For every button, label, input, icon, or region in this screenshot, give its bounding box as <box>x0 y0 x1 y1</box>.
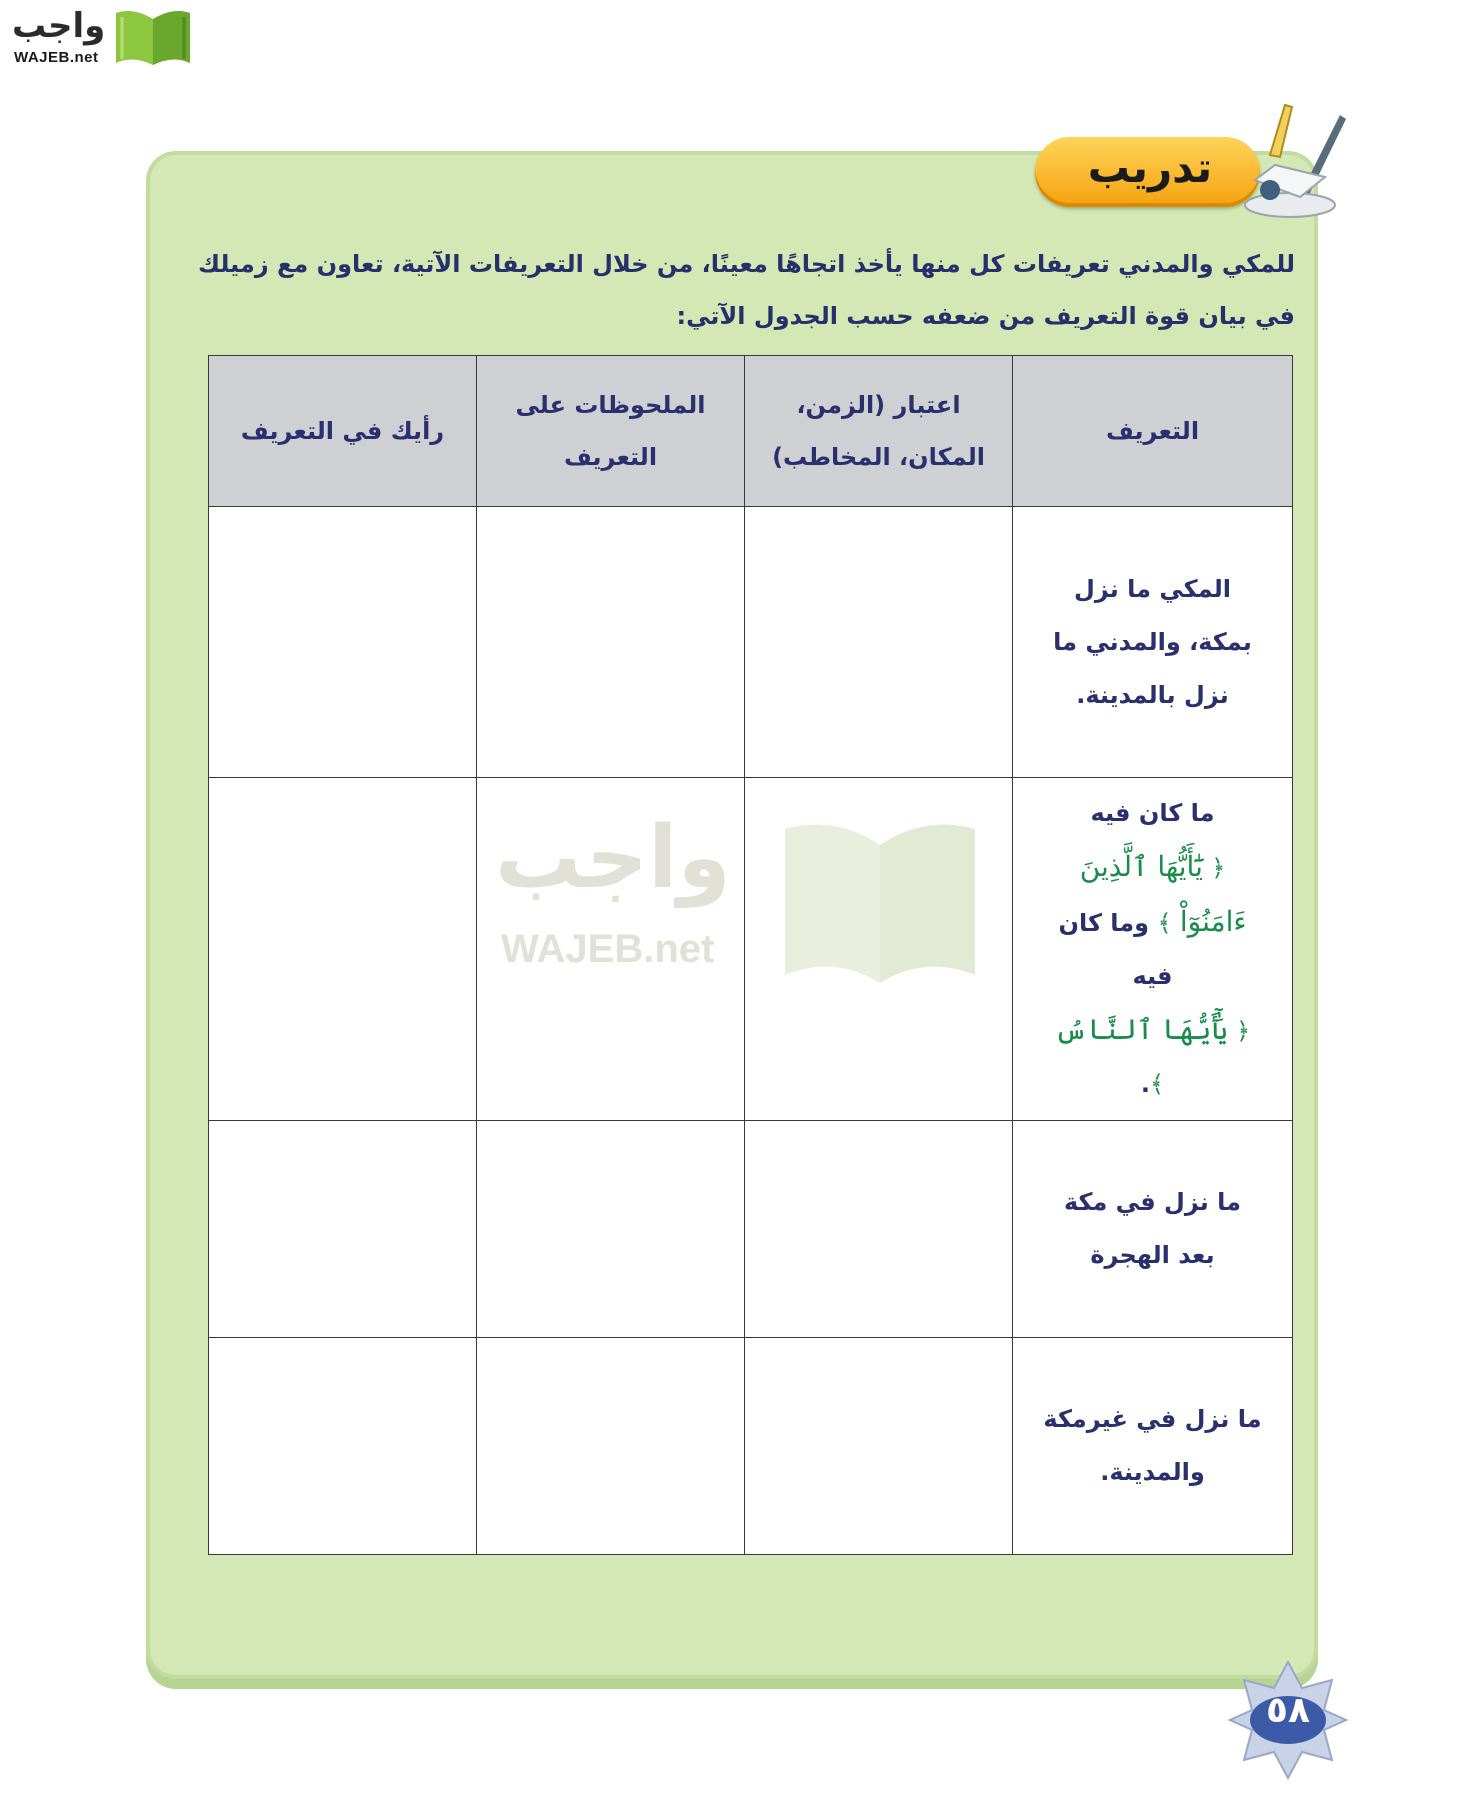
header-opinion: رأيك في التعريف <box>209 356 477 507</box>
ornament-close-icon: ﴾ <box>1157 909 1172 937</box>
notes-cell[interactable] <box>477 1121 745 1338</box>
header-notes: الملحوظات على التعريف <box>477 356 745 507</box>
ornament-close-icon: ﴾ <box>1150 1070 1165 1098</box>
badge-label: تدريب <box>1087 143 1213 192</box>
opinion-cell[interactable] <box>209 1121 477 1338</box>
consideration-cell[interactable] <box>745 507 1013 778</box>
consideration-cell[interactable] <box>745 778 1013 1121</box>
notes-cell[interactable] <box>477 1338 745 1555</box>
notes-cell[interactable] <box>477 507 745 778</box>
definition-cell: ما نزل في مكة بعد الهجرة <box>1013 1121 1293 1338</box>
page-number: ٥٨ <box>1266 1690 1310 1731</box>
ornament-open-icon: ﴿ <box>1236 1017 1251 1045</box>
open-book-icon <box>108 7 198 67</box>
notes-cell[interactable] <box>477 778 745 1121</box>
definitions-table <box>208 355 1293 1555</box>
ornament-open-icon: ﴿ <box>1211 854 1226 882</box>
definition-cell <box>1013 778 1293 1121</box>
site-logo[interactable] <box>10 5 190 67</box>
table-row <box>209 507 1293 778</box>
table-row <box>209 1338 1293 1555</box>
logo-domain: WAJEB.net <box>14 49 99 66</box>
table-row <box>209 1121 1293 1338</box>
header-consideration: اعتبار (الزمن، المكان، المخاطب) <box>745 356 1013 507</box>
instructions-text: للمكي والمدني تعريفات كل منها يأخذ اتجاهًا معينًا، من خلال التعريفات الآتية، تعاون مع زميلك في بيان قوة التعريف من ضعفه حسب الجدول الآتي: <box>198 250 1295 330</box>
opinion-cell[interactable] <box>209 507 477 778</box>
definition-cell: ما نزل في غيرمكة والمدينة. <box>1013 1338 1293 1555</box>
definition-cell: المكي ما نزل بمكة، والمدني ما نزل بالمدينة. <box>1013 507 1293 778</box>
quran-phrase: يَٰٓأَيُّهَا ٱلَّذِينَ ءَامَنُوٓاْ <box>1079 850 1247 938</box>
definition-end: . <box>1140 1070 1151 1098</box>
table-row <box>209 778 1293 1121</box>
consideration-cell[interactable] <box>745 1338 1013 1555</box>
training-badge <box>1035 85 1345 235</box>
definition-text: ما كان فيه <box>1090 799 1215 827</box>
quran-phrase: يَٰٓأَيُّهَا ٱلنَّاسُ <box>1054 1013 1228 1046</box>
watermark-text: واجب <box>495 808 731 908</box>
header-definition: التعريف <box>1013 356 1293 507</box>
opinion-cell[interactable] <box>209 778 477 1121</box>
definition-text: وما كان فيه <box>1058 909 1173 990</box>
table-header-row <box>209 356 1293 507</box>
inkwell-pen-icon <box>1230 85 1350 235</box>
opinion-cell[interactable] <box>209 1338 477 1555</box>
watermark-domain: WAJEB.net <box>501 927 715 971</box>
consideration-cell[interactable] <box>745 1121 1013 1338</box>
logo-text: واجب <box>12 6 106 46</box>
